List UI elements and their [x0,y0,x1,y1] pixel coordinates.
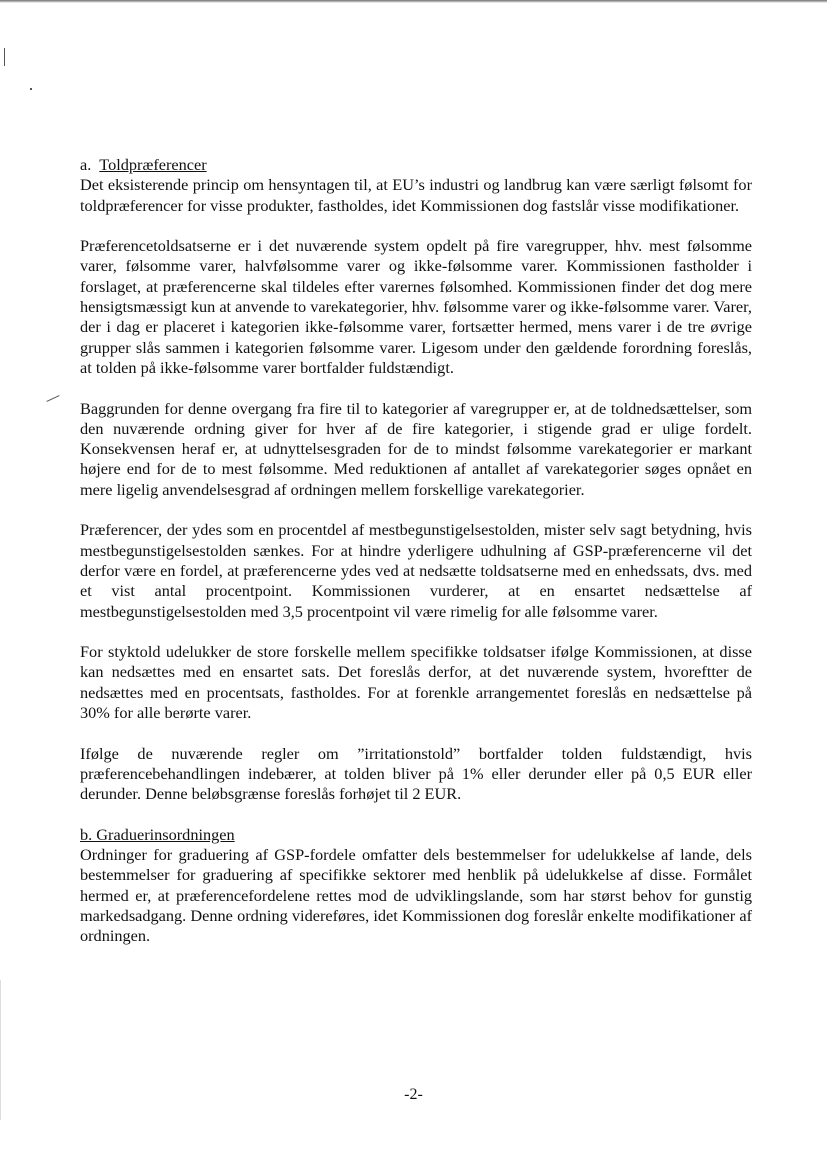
document-body [80,155,752,967]
paragraph: Det eksisterende princip om hensyntagen til, at EU’s industri og landbrug kan være særligt følsomt for toldpræferencer for visse produkter, fastholdes, idet Kommissionen dog fastslår visse modifikationer. [80,175,752,215]
paragraph: Baggrunden for denne overgang fra fire til to kategorier af varegrupper er, at de toldnedsættelser, som den nuværende ordning giver for hver af de fire kategorier, i stigende grad er ulige fordelt. Konsekvensen heraf er, at udnyttelsesgraden for de to mindst følsomme varekategorier er markant højere end for de to mest følsomme. Med reduktionen af antallet af varekategorier søges opnået en mere ligelig anvendelsesgrad af ordningen mellem forskellige varekategorier. [80,398,752,499]
section-a-number: a. [80,155,92,174]
section-a-heading [80,155,752,175]
paragraph: Præferencer, der ydes som en procentdel af mestbegunstigelsestolden, mister selv sagt betydning, hvis mestbegunstigelsestolden sænkes. For at hindre yderligere udhulning af GSP-præferencerne vil det derfor være en fordel, at præferencerne ydes ved at nedsætte toldsatserne med en enhedssats, dvs. med et vist antal procentpoint. Kommissionen vurderer, at en ensartet nedsættelse af mestbegunstigelsestolden med 3,5 procentpoint vil være rimelig for alle følsomme varer. [80,520,752,621]
paragraph: Ifølge de nuværende regler om ”irritationstold” bortfalder tolden fuldstændigt, hvis præferencebehandlingen indebærer, at tolden bliver på 1% eller derunder eller på 0,5 EUR eller derunder. Denne beløbsgrænse foreslås forhøjet til 2 EUR. [80,743,752,804]
section-b-heading [80,825,752,845]
paragraph: Ordninger for graduering af GSP-fordele omfatter dels bestemmelser for udelukkelse af lande, dels bestemmelser for graduering af specifikke sektorer med henblik på udelukkelse af disse. Formålet hermed er, at præferencefordelene rettes mod de udviklingslande, som har størst behov for gunstig markedsadgang. Denne ordning videreføres, idet Kommissionen dog foreslår enkelte modifikationer af ordningen. [80,845,752,946]
section-a-title: Toldpræferencer [99,155,207,174]
scan-margin-mark [4,48,5,66]
paragraph: For styktold udelukker de store forskelle mellem specifikke toldsatser ifølge Kommissionen, at disse kan nedsættes med en ensartet sats. Det foreslås derfor, at det nuværende system, hvoreftter de nedsættes med en procentsats, fastholdes. For at forenkle arrangementet foreslås en nedsættelse på 30% for alle berørte varer. [80,642,752,723]
section-b-title: b. Graduerinsordningen [80,824,235,844]
page-number: -2- [404,1086,423,1103]
paragraph: Præferencetoldsatserne er i det nuværende system opdelt på fire varegrupper, hhv. mest følsomme varer, følsomme varer, halvfølsomme varer og ikke-følsomme varer. Kommissionen fastholder i forslaget, at præferencerne skal tildeles efter varernes følsomhed. Kommissionen finder det dog mere hensigtsmæssigt kun at anvende to varekategorier, hhv. følsomme varer og ikke-følsomme varer. Varer, der i dag er placeret i kategorien ikke-følsomme varer, fortsætter hermed, mens varer i de tre øvrige grupper slås sammen i kategorien følsomme varer. Ligesom under den gældende forordning foreslås, at tolden på ikke-følsomme varer bortfalder fuldstændigt. [80,236,752,377]
scan-top-edge [0,0,827,3]
scan-margin-mark [46,395,59,402]
scan-margin-mark [30,88,32,90]
